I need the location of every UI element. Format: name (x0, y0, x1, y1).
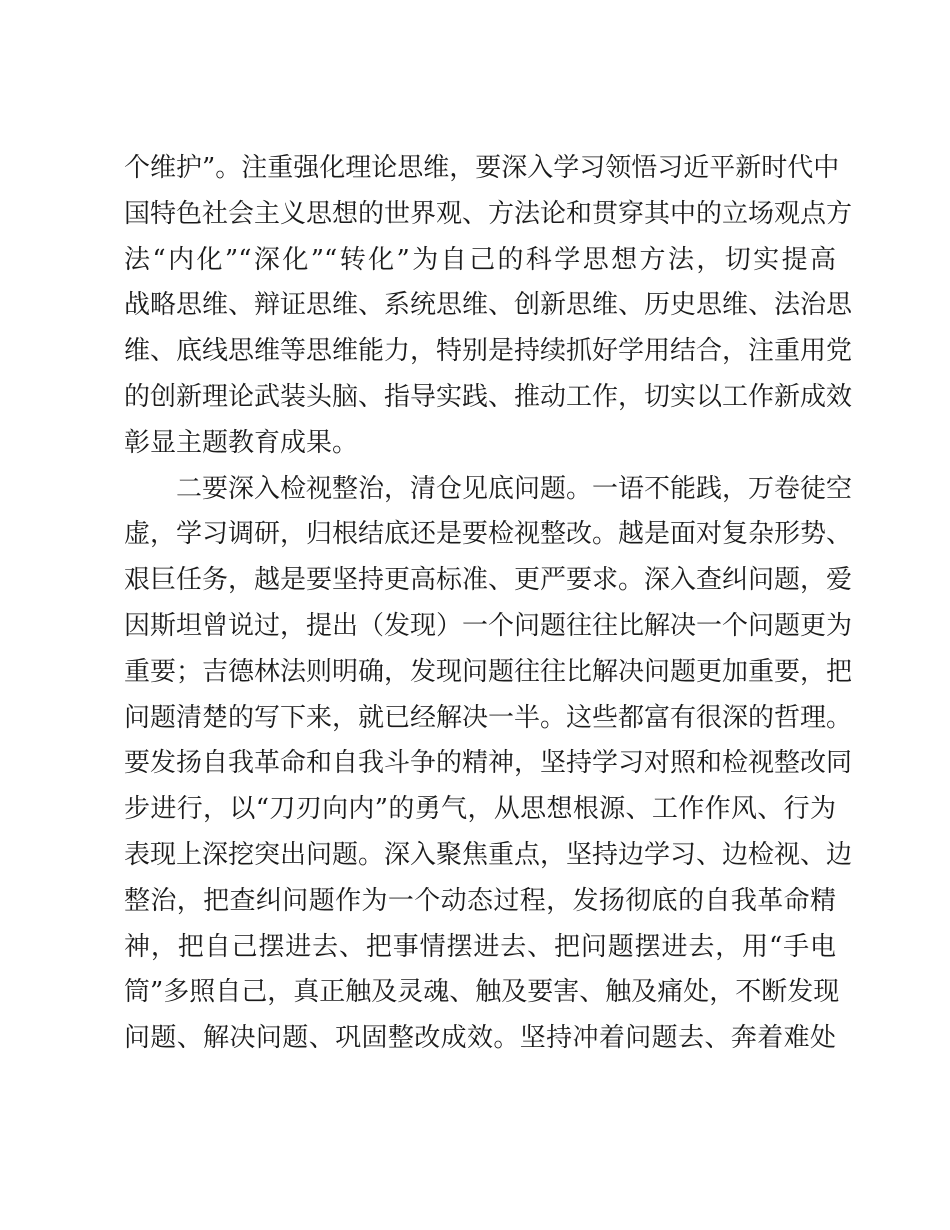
text-line: 二要深入检视整治，清仓见底问题。一语不能践，万卷徒空 (176, 473, 853, 504)
text-line: 艰巨任务，越是要坚持更高标准、更严要求。深入查纠问题，爱 (124, 565, 853, 596)
text-line: 国特色社会主义思想的世界观、方法论和贯穿其中的立场观点方 (124, 198, 853, 229)
document-body (124, 146, 853, 1062)
text-line: 法“内化”“深化”“转化”为自己的科学思想方法，切实提高 (124, 244, 836, 275)
text-line: 维、底线思维等思维能力，特别是持续抓好学用结合，注重用党 (124, 336, 853, 367)
text-line: 的创新理论武装头脑、指导实践、推动工作，切实以工作新成效 (124, 381, 853, 412)
text-line: 整治，把查纠问题作为一个动态过程，发扬彻底的自我革命精 (124, 885, 836, 916)
text-line: 因斯坦曾说过，提出（发现）一个问题往往比解决一个问题更为 (124, 610, 853, 641)
text-line: 重要；吉德林法则明确，发现问题往往比解决问题更加重要，把 (124, 656, 853, 687)
text-line: 问题、解决问题、巩固整改成效。坚持冲着问题去、奔着难处 (124, 1023, 836, 1054)
text-line: 问题清楚的写下来，就已经解决一半。这些都富有很深的哲理。 (124, 702, 853, 733)
text-line: 虚，学习调研，归根结底还是要检视整改。越是面对复杂形势、 (124, 519, 853, 550)
text-line: 彰显主题教育成果。 (124, 427, 359, 458)
paragraph-1 (124, 146, 853, 467)
text-line: 筒”多照自己，真正触及灵魂、触及要害、触及痛处，不断发现 (124, 977, 840, 1008)
text-line: 表现上深挖突出问题。深入聚焦重点，坚持边学习、边检视、边 (124, 839, 853, 870)
text-line: 要发扬自我革命和自我斗争的精神，坚持学习对照和检视整改同 (124, 748, 853, 779)
text-line: 步进行，以“刀刃向内”的勇气，从思想根源、工作作风、行为 (124, 794, 836, 825)
text-line: 神，把自己摆进去、把事情摆进去、把问题摆进去，用“手电 (124, 931, 836, 962)
text-line: 个维护”。注重强化理论思维，要深入学习领悟习近平新时代中 (124, 153, 840, 183)
text-line: 战略思维、辩证思维、系统思维、创新思维、历史思维、法治思 (124, 290, 853, 321)
paragraph-2 (124, 467, 853, 1062)
